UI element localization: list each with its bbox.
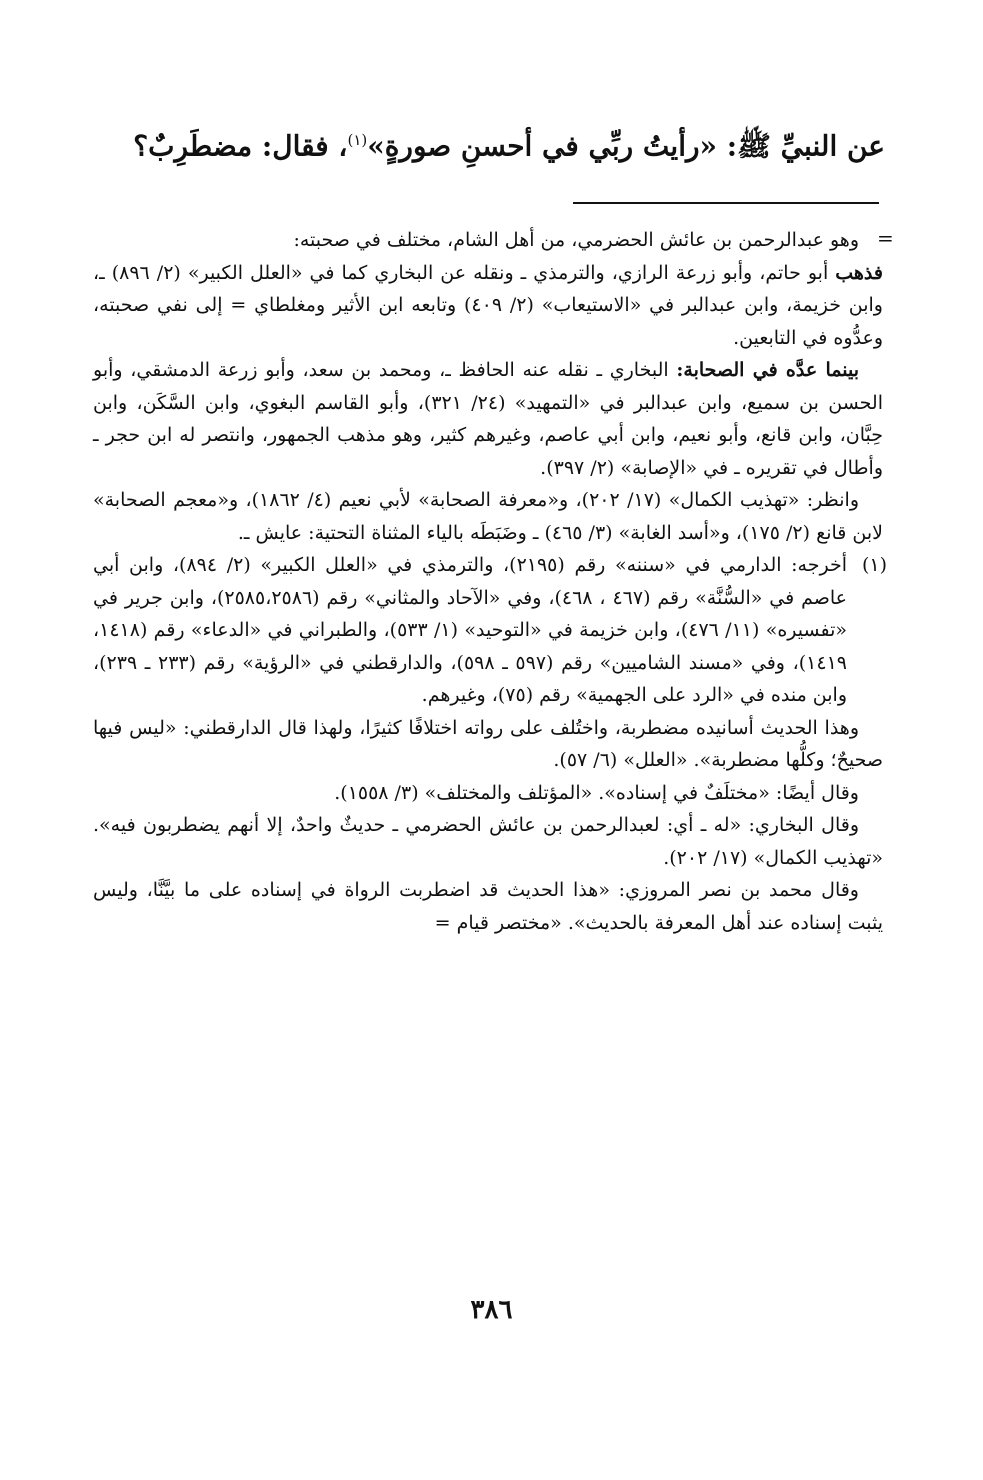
continuation-mark: = (877, 226, 894, 250)
note-paragraph: أخرجه: الدارمي في «سننه» رقم (٢١٩٥)، والترمذي في «العلل الكبير» (٢/ ٨٩٤)، وابن أبي عاصم في «السُّنَّة» رقم (٤٦٧ ، ٤٦٨)، وفي «الآحاد والمثاني» رقم (٢٥٨٥،٢٥٨٦)، وابن جرير في «تفسيره» (١١/ ٤٧٦)، وابن خزيمة في «التوحيد» (١/ ٥٣٣)، والطبراني في «الدعاء» رقم (١٤١٨، ١٤١٩)، وفي «مسند الشاميين» رقم (٥٩٧ ـ ٥٩٨)، والدارقطني في «الرؤية» رقم (٢٣٣ ـ ٢٣٩)، وابن منده في «الرد على الجهمية» رقم (٧٥)، وغيرهم. (93, 554, 847, 706)
note-text: البخاري ـ نقله عنه الحافظ ـ، ومحمد بن سعد، وأبو زرعة الدمشقي، وأبو الحسن بن سميع، وابن عبدالبر في «التمهيد» (٢٤/ ٣٢١)، وأبو القاسم البغوي، وابن السَّكَن، وابن حِبَّان، وابن قانع، وأبو نعيم، وابن أبي عاصم، وغيرهم كثير، وهو مذهب الجمهور، وانتصر له ابن حجر ـ وأطال في تقريره ـ في «الإصابة» (٢/ ٣٩٧). (93, 359, 883, 479)
note-paragraph: وقال البخاري: «له ـ أي: لعبدالرحمن بن عائش الحضرمي ـ حديثٌ واحدٌ، إلا أنهم يضطربون فيه». «تهذيب الكمال» (١٧/ ٢٠٢). (93, 814, 883, 869)
note-text: أبو حاتم، وأبو زرعة الرازي، والترمذي ـ ونقله عن البخاري كما في «العلل الكبير» (٢/ ٨٩٦) ـ، وابن خزيمة، وابن عبدالبر في «الاستيعاب» (٢/ ٤٠٩) وتابعه ابن الأثير ومغلطاي = إلى نفي صحبته، وعدُّوه في التابعين. (93, 261, 883, 349)
main-text-line (90, 118, 885, 168)
note-paragraph: وقال محمد بن نصر المروزي: «هذا الحديث قد اضطربت الرواة في إسناده على ما بيَّنَّا، وليس يثبت إسناده عند أهل المعرفة بالحديث». «مختصر قيام = (93, 879, 883, 934)
note-paragraph: وهو عبدالرحمن بن عائش الحضرمي، من أهل الشام، مختلف في صحبته: (293, 229, 859, 251)
bold-lead: بينما عدَّه في الصحابة: (676, 359, 859, 381)
main-text: عن النبيِّ ﷺ: «رأيتُ ربِّي في أحسنِ صورةٍ» (367, 129, 885, 163)
note-paragraph: وهذا الحديث أسانيده مضطربة، واختُلف على رواته اختلافًا كثيرًا، ولهذا قال الدارقطني: «ليس فيها صحيحٌ؛ وكلُّها مضطربة». «العلل» (٦/ ٥٧). (93, 716, 883, 771)
note-paragraph: وقال أيضًا: «مختلَفٌ في إسناده». «المؤتلف والمختلف» (٣/ ١٥٥٨). (334, 781, 859, 804)
main-text-tail: ، فقال: مضطَرِبٌ؟ (133, 129, 348, 163)
note-paragraph (93, 257, 883, 355)
footnote-separator (573, 202, 879, 204)
footnote-1 (93, 549, 887, 712)
bold-lead: فذهب (835, 261, 883, 284)
footnote-reference: (١) (347, 131, 368, 149)
footnote-number: (١) (861, 554, 887, 576)
note-paragraph: وانظر: «تهذيب الكمال» (١٧/ ٢٠٢)، و«معرفة الصحابة» لأبي نعيم (٤/ ١٨٦٢)، و«معجم الصحابة» لابن قانع (٢/ ١٧٥)، و«أسد الغابة» (٣/ ٤٦٥) ـ وضَبَطَه بالياء المثناة التحتية: عايش ـ. (93, 489, 883, 544)
footnotes (93, 224, 887, 939)
note-paragraph (93, 354, 883, 484)
page-number: ٣٨٦ (470, 1295, 513, 1325)
